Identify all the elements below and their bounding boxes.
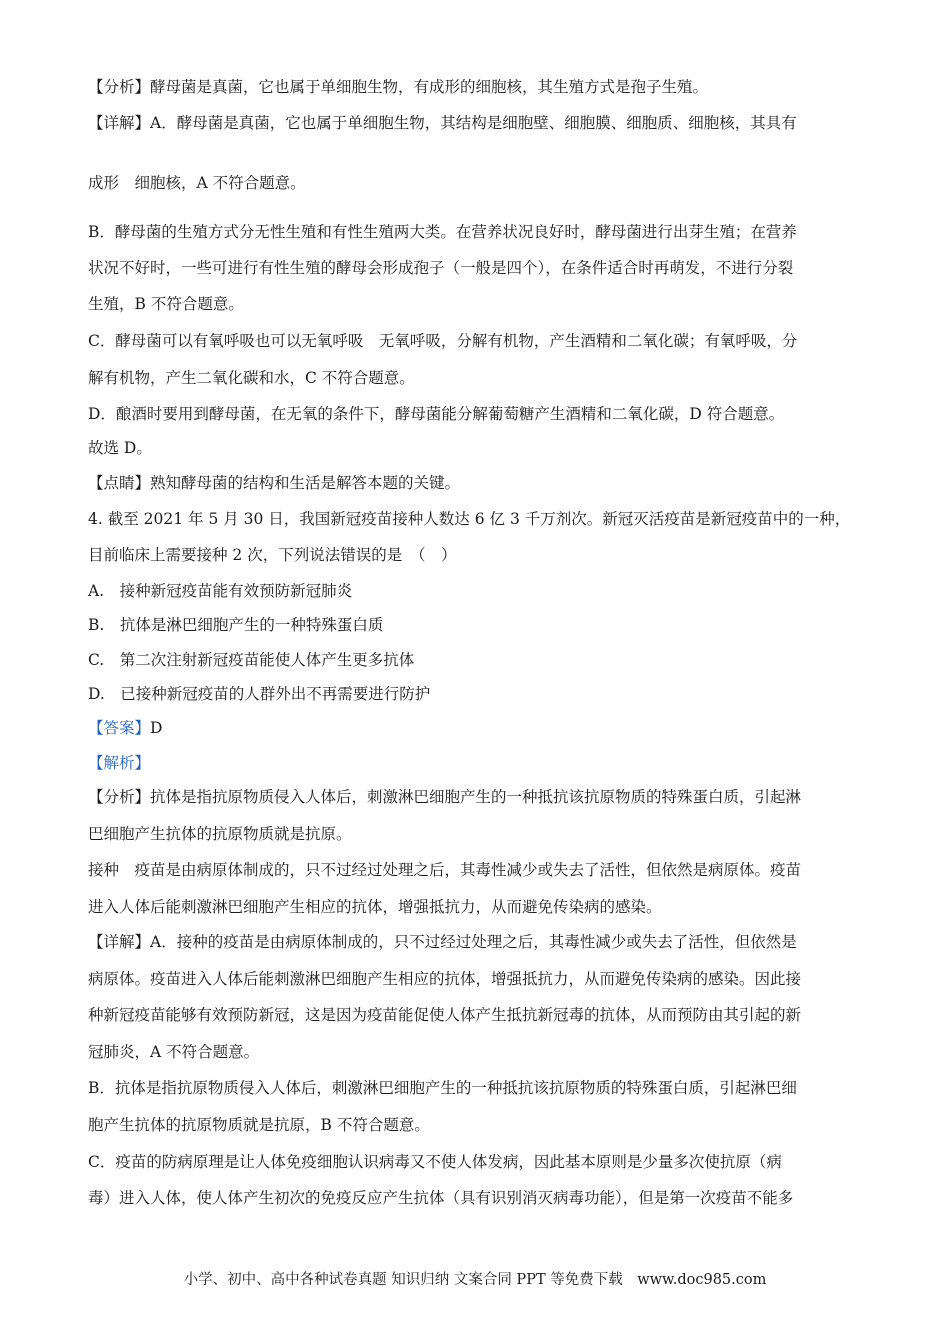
text-line: 进入人体后能刺激淋巴细胞产生相应的抗体，增强抵抗力，从而避免传染病的感染。 xyxy=(88,898,662,916)
page-footer: 小学、初中、高中各种试卷真题 知识归纳 文案合同 PPT 等免费下载 www.doc985.com xyxy=(183,1272,767,1288)
text-line: 毒）进入人体，使人体产生初次的免疫反应产生抗体（具有识别消灭病毒功能），但是第一次疫苗不能多 xyxy=(88,1189,794,1207)
text-line: 【分析】酵母菌是真菌，它也属于单细胞生物，有成形的细胞核，其生殖方式是孢子生殖。 xyxy=(88,78,709,96)
option-c: C. 第二次注射新冠疫苗能使人体产生更多抗体 xyxy=(88,651,415,669)
jiexi-label: 【解析】 xyxy=(88,754,151,772)
text-line: 病原体。疫苗进入人体后能刺激淋巴细胞产生相应的抗体，增强抵抗力，从而避免传染病的感染。因此接 xyxy=(88,970,802,988)
text-line: 状况不好时，一些可进行有性生殖的酵母会形成孢子（一般是四个），在条件适合时再萌发，不进行分裂 xyxy=(88,259,794,277)
text-line: B．抗体是指抗原物质侵入人体后，刺激淋巴细胞产生的一种抵抗该抗原物质的特殊蛋白质，引起淋巴细 xyxy=(88,1079,797,1097)
text-line: C．疫苗的防病原理是让人体免疫细胞认识病毒又不使人体发病，因此基本原则是少量多次使抗原（病 xyxy=(88,1153,782,1171)
text-line: 【详解】A．酵母菌是真菌，它也属于单细胞生物，其结构是细胞壁、细胞膜、细胞质、细胞核，其具有 xyxy=(88,114,797,132)
text-line: 冠肺炎，A 不符合题意。 xyxy=(88,1043,260,1061)
text-line: C．酵母菌可以有氧呼吸也可以无氧呼吸 无氧呼吸，分解有机物，产生酒精和二氧化碳；有氧呼吸，分 xyxy=(88,332,798,350)
answer-line xyxy=(88,717,162,739)
text-line: 【点睛】熟知酵母菌的结构和生活是解答本题的关键。 xyxy=(88,474,461,492)
option-a: A. 接种新冠疫苗能有效预防新冠肺炎 xyxy=(88,582,353,600)
text-line: 【详解】A．接种的疫苗是由病原体制成的，只不过经过处理之后，其毒性减少或失去了活性，但依然是 xyxy=(88,933,797,951)
text-line: 【分析】抗体是指抗原物质侵入人体后，刺激淋巴细胞产生的一种抵抗该抗原物质的特殊蛋白质，引起淋 xyxy=(88,788,802,806)
question-text: 4. 截至 2021 年 5 月 30 日，我国新冠疫苗接种人数达 6 亿 3 千万剂次。新冠灭活疫苗是新冠疫苗中的一种， xyxy=(88,510,851,528)
answer-label: 【答案】 xyxy=(88,719,151,737)
text-line: 生殖，B 不符合题意。 xyxy=(88,295,244,313)
text-line: 故选 D。 xyxy=(88,439,152,457)
option-d: D. 已接种新冠疫苗的人群外出不再需要进行防护 xyxy=(88,685,431,703)
text-line: D．酿酒时要用到酵母菌，在无氧的条件下，酵母菌能分解葡萄糖产生酒精和二氧化碳，D 符合题意。 xyxy=(88,405,785,423)
text-line: 胞产生抗体的抗原物质就是抗原，B 不符合题意。 xyxy=(88,1116,430,1134)
text-line: 成形 细胞核，A 不符合题意。 xyxy=(88,174,306,192)
text-line: 巴细胞产生抗体的抗原物质就是抗原。 xyxy=(88,825,352,843)
option-b: B. 抗体是淋巴细胞产生的一种特殊蛋白质 xyxy=(88,616,384,634)
text-line: 种新冠疫苗能够有效预防新冠，这是因为疫苗能促使人体产生抵抗新冠毒的抗体，从而预防由其引起的新 xyxy=(88,1006,802,1024)
answer-value: D xyxy=(150,719,163,737)
question-text: 目前临床上需要接种 2 次，下列说法错误的是 （ ） xyxy=(88,546,457,564)
text-line: B．酵母菌的生殖方式分无性生殖和有性生殖两大类。在营养状况良好时，酵母菌进行出芽生殖；在营养 xyxy=(88,223,797,241)
text-line: 接种 疫苗是由病原体制成的，只不过经过处理之后，其毒性减少或失去了活性，但依然是病原体。疫苗 xyxy=(88,861,802,879)
text-line: 解有机物，产生二氧化碳和水，C 不符合题意。 xyxy=(88,369,415,387)
